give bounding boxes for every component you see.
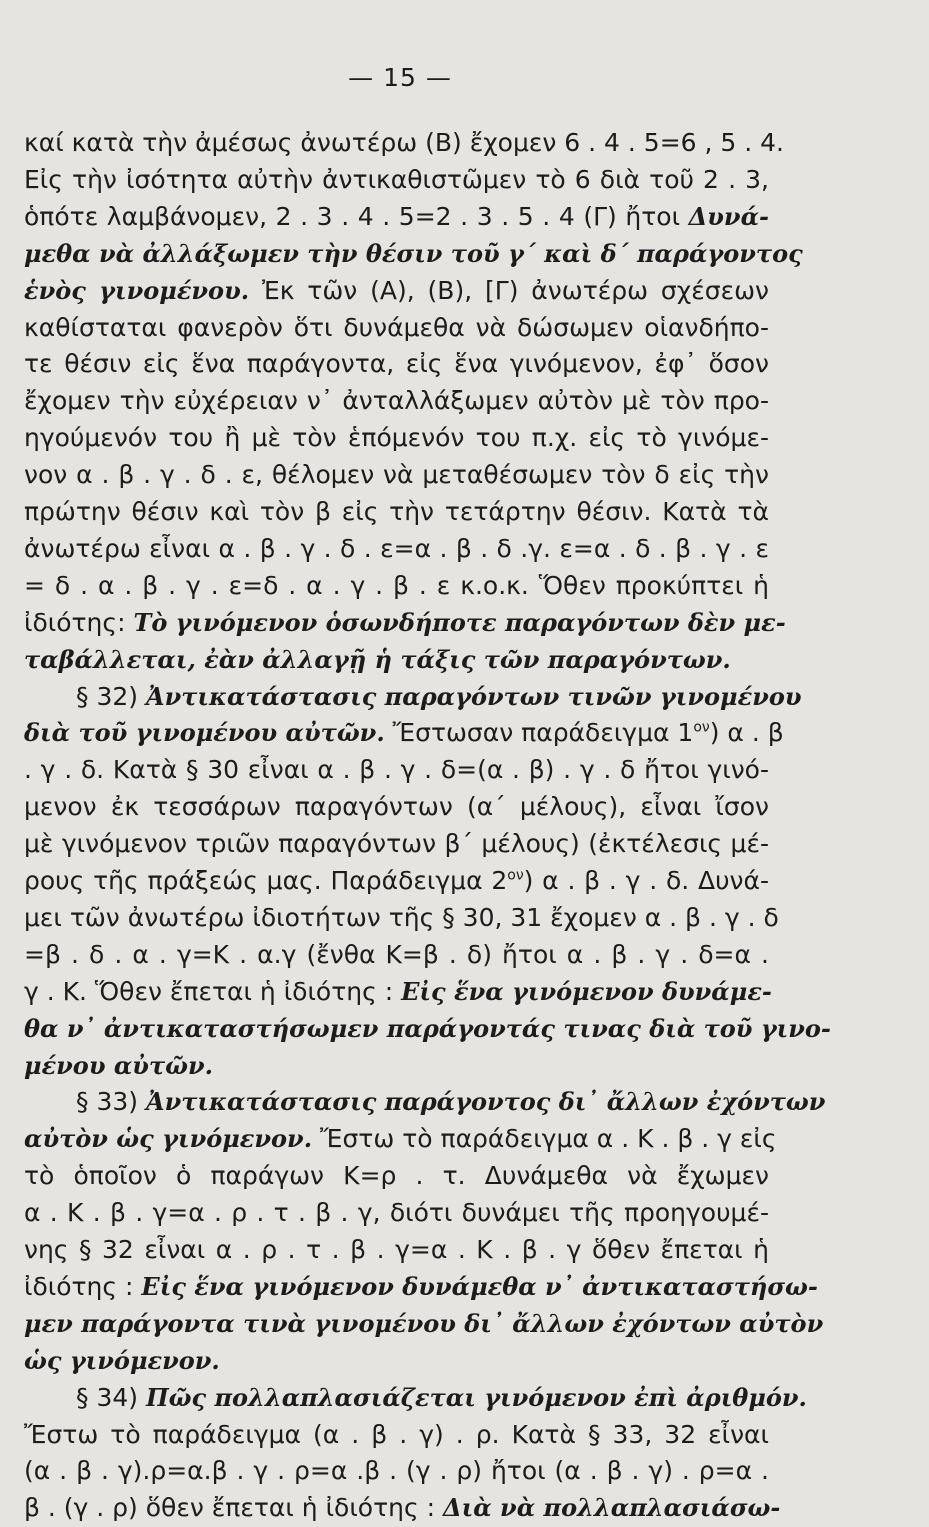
text-line [24, 345, 769, 383]
text-line [24, 161, 769, 199]
text-segment: ρους τῆς πράξεώς μας. Παράδειγμα 2 [24, 866, 508, 895]
text-line [24, 1010, 831, 1048]
text-segment: Ἔστω τὸ παράδειγμα (α . β . γ) . ρ. Κατὰ § 33, 32 εἶναι [24, 1419, 769, 1449]
text-line [24, 1342, 769, 1380]
text-segment: Ἐκ τῶν (Α), (Β), [Γ) ἀνωτέρω σχέσεων [249, 275, 769, 305]
text-segment: α . Κ . β . γ=α . ρ . τ . β . γ, διότι δυνάμει τῆς προηγουμέ- [24, 1198, 769, 1228]
italic-text: αὐτὸν ὡς γινόμενον. [24, 1124, 313, 1154]
italic-text: Ἀντικατάστασις παράγοντος δι᾽ ἄλλων ἐχόντων [145, 1087, 826, 1117]
text-line [76, 1083, 826, 1121]
text-segment: ) α . β [709, 718, 784, 748]
text-line [24, 1157, 769, 1195]
text-segment: ἔχομεν τὴν εὐχέρειαν ν᾽ ἀνταλλάξωμεν αὐτὸν μὲ τὸν προ- [24, 386, 769, 416]
text-line [24, 751, 769, 789]
text-segment: ἰδιότης : [24, 1271, 142, 1301]
text-segment: Ἔστω τὸ παράδειγμα α . Κ . β . γ εἰς [312, 1124, 777, 1154]
page-number: — 15 — [348, 63, 452, 92]
text-line [24, 1489, 781, 1527]
text-line [24, 641, 769, 679]
text-line [24, 567, 769, 605]
text-segment: νης § 32 εἶναι α . ρ . τ . β . γ=α . Κ . β . γ ὅθεν ἔπεται ἡ [24, 1235, 769, 1264]
text-line [24, 825, 769, 863]
text-segment: § 33) [76, 1087, 146, 1117]
italic-text: ἑνὸς γινομένου. [24, 275, 250, 305]
text-segment: γ . Κ. Ὅθεν ἔπεται ἡ ἰδιότης : [24, 976, 402, 1006]
italic-text: διὰ τοῦ γινομένου αὐτῶν. [24, 718, 385, 748]
italic-text: μεν παράγοντα τινὰ γινομένου δι᾽ ἄλλων ἐχόντων αὐτὸν [24, 1308, 824, 1338]
text-line [24, 862, 769, 900]
text-segment: Ἔστωσαν παράδειγμα 1 [384, 718, 694, 748]
text-line [24, 1231, 769, 1269]
text-segment: § 32) [76, 681, 146, 711]
text-segment: μει τῶν ἀνωτέρω ἰδιοτήτων τῆς § 30, 31 ἔχομεν α . β . γ . δ [24, 902, 779, 932]
text-segment: μὲ γινόμενον τριῶν παραγόντων β΄ μέλους) (ἐκτέλεσις μέ- [24, 829, 769, 859]
italic-text: Πῶς πολλαπλασιάζεται γινόμενον ἐπὶ ἀριθμόν. [145, 1382, 807, 1412]
text-line [24, 1452, 769, 1490]
text-line [76, 1379, 807, 1417]
italic-text: μεθα νὰ ἀλλάξωμεν τὴν θέσιν τοῦ γ΄ καὶ δ΄ παράγοντος [24, 238, 803, 268]
text-segment: =β . δ . α . γ=Κ . α.γ (ἔνθα Κ=β . δ) ἤτοι α . β . γ . δ=α . [24, 939, 769, 969]
text-segment: τε θέσιν εἰς ἕνα παράγοντα, εἰς ἕνα γινόμενον, ἐφ᾽ ὅσον [24, 349, 769, 379]
text-segment: Εἰς τὴν ἰσότητα αὐτὴν ἀντικαθιστῶμεν τὸ 6 διὰ τοῦ 2 . 3, [24, 164, 769, 194]
text-segment: ὁπότε λαμβάνομεν, 2 . 3 . 4 . 5=2 . 3 . 5 . 4 (Γ) ἤτοι [24, 201, 689, 231]
text-line [24, 309, 769, 347]
italic-text: θα ν᾽ ἀντικαταστήσωμεν παράγοντάς τινας διὰ τοῦ γινο- [24, 1013, 831, 1043]
italic-text: ταβάλλεται, ἐὰν ἀλλαγῇ ἡ τάξις τῶν παραγόντων. [24, 644, 731, 674]
text-line [24, 788, 769, 826]
text-line [24, 235, 803, 273]
text-segment: (α . β . γ).ρ=α.β . γ . ρ=α .β . (γ . ρ) ἤτοι (α . β . γ) . ρ=α . [24, 1456, 769, 1486]
text-segment: νον α . β . γ . δ . ε, θέλομεν νὰ μεταθέσωμεν τὸν δ εἰς τὴν [24, 460, 769, 490]
text-line [24, 1268, 818, 1306]
text-line [24, 419, 769, 457]
text-line [24, 530, 769, 568]
text-line [24, 456, 769, 494]
text-line [24, 198, 769, 236]
italic-text: Διὰ νὰ πολλαπλασιάσω- [442, 1493, 781, 1523]
text-segment: ἰδιότης: [24, 607, 134, 637]
superscript-text: ον [693, 720, 710, 737]
italic-text: μένου αὐτῶν. [24, 1050, 213, 1080]
text-line [24, 1047, 769, 1085]
italic-text: Τὸ γινόμενον ὁσωνδήποτε παραγόντων δὲν με- [133, 607, 786, 637]
text-segment: μενον ἐκ τεσσάρων παραγόντων (α΄ μέλους), εἶναι ἴσον [24, 792, 769, 822]
text-line [24, 604, 786, 642]
text-line [24, 493, 769, 531]
text-line [24, 899, 779, 937]
text-segment: ηγούμενόν του ἢ μὲ τὸν ἑπόμενόν του π.χ. εἰς τὸ γινόμε- [24, 423, 769, 453]
text-line [24, 1120, 777, 1158]
text-segment: τὸ ὁποῖον ὁ παράγων Κ=ρ . τ. Δυνάμεθα νὰ ἔχωμεν [24, 1161, 769, 1191]
text-segment: = δ . α . β . γ . ε=δ . α . γ . β . ε κ.ο.κ. Ὅθεν προκύπτει ἡ [24, 570, 769, 600]
text-segment: καθίσταται φανερὸν ὅτι δυνάμεθα νὰ δώσωμεν οἱανδήπο- [24, 312, 769, 342]
italic-text: Ἀντικατάστασις παραγόντων τινῶν γινομένου [145, 681, 802, 711]
italic-text: Εἰς ἕνα γινόμενον δυνάμε- [401, 976, 772, 1006]
text-line [24, 124, 784, 162]
text-line [24, 1416, 769, 1454]
text-segment: ἀνωτέρω εἶναι α . β . γ . δ . ε=α . β . δ .γ. ε=α . δ . β . γ . ε [24, 533, 769, 563]
text-line [76, 678, 802, 716]
superscript-text: ον [507, 867, 524, 884]
italic-text: Δυνά- [688, 201, 769, 231]
text-line [24, 272, 769, 310]
text-line [24, 973, 772, 1011]
text-line [24, 714, 784, 752]
text-segment: § 34) [76, 1382, 146, 1412]
text-segment: καί κατὰ τὴν ἀμέσως ἀνωτέρω (Β) ἔχομεν 6 . 4 . 5=6 , 5 . 4. [24, 128, 784, 157]
text-segment: β . (γ . ρ) ὅθεν ἔπεται ἡ ἰδιότης : [24, 1493, 443, 1523]
text-segment: ) α . β . γ . δ. Δυνά- [523, 866, 770, 895]
text-line [24, 1305, 824, 1343]
text-line [24, 936, 769, 974]
italic-text: Εἰς ἕνα γινόμενον δυνάμεθα ν᾽ ἀντικαταστήσω- [141, 1271, 818, 1301]
italic-text: ὡς γινόμενον. [24, 1345, 220, 1375]
text-line [24, 1194, 769, 1232]
text-segment: πρώτην θέσιν καὶ τὸν β εἰς τὴν τετάρτην θέσιν. Κατὰ τὰ [24, 497, 769, 526]
text-line [24, 382, 769, 420]
text-segment: . γ . δ. Κατὰ § 30 εἶναι α . β . γ . δ=(α . β) . γ . δ ἤτοι γινό- [24, 755, 769, 785]
